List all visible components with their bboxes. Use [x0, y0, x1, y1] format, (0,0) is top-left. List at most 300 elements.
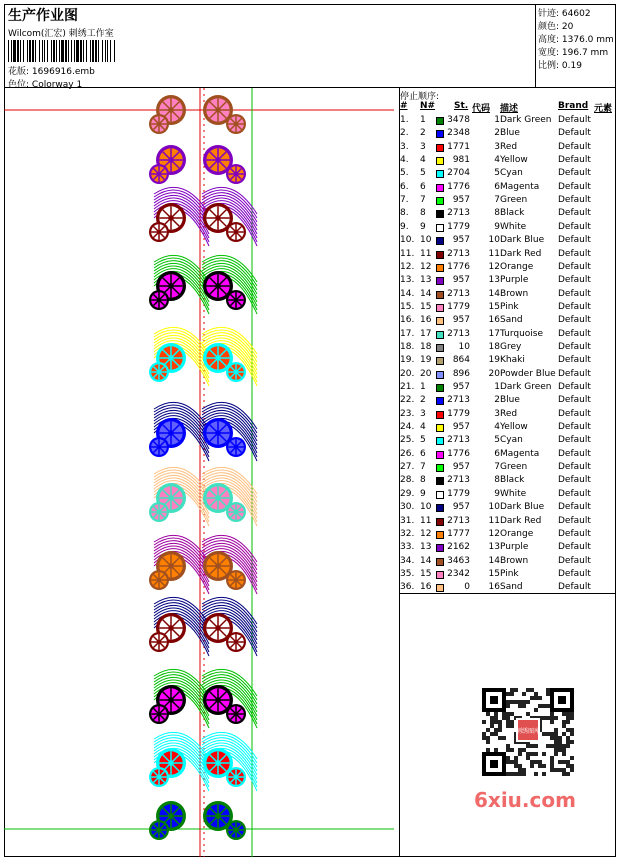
thread-brand: Default	[558, 115, 591, 125]
color-swatch	[436, 544, 444, 552]
sequence-index: 25.	[400, 435, 415, 446]
color-description: Dark Red	[500, 248, 542, 259]
sequence-row	[400, 329, 616, 342]
needle-number: 1	[420, 382, 426, 392]
needle-number: 6	[420, 181, 426, 192]
sequence-index: 32.	[400, 528, 415, 539]
sequence-row	[400, 475, 616, 488]
color-swatch	[436, 384, 444, 392]
stitch-count: 2713	[447, 328, 470, 339]
sequence-index: 35.	[400, 568, 415, 579]
needle-number: 3	[420, 408, 426, 419]
color-code: 10	[488, 502, 500, 513]
stitch-count: 1779	[447, 221, 470, 232]
needle-number: 4	[420, 422, 426, 433]
stitch-count: 2713	[447, 475, 470, 486]
sequence-row	[400, 542, 616, 555]
needle-number: 16	[420, 582, 432, 593]
sequence-row	[400, 289, 616, 302]
thread-brand: Default	[558, 422, 591, 433]
color-description: Blue	[500, 395, 520, 406]
thread-brand: Default	[558, 355, 591, 366]
color-swatch	[436, 251, 444, 259]
color-swatch	[436, 584, 444, 592]
needle-number: 12	[420, 528, 432, 539]
color-description: Red	[500, 141, 518, 152]
sequence-row	[400, 235, 616, 248]
color-description: Brown	[500, 555, 529, 566]
needle-number: 13	[420, 275, 432, 286]
thread-brand: Default	[558, 435, 591, 446]
sequence-row	[400, 502, 616, 515]
sequence-row	[400, 556, 616, 569]
colorway-label: 色位:	[8, 80, 30, 90]
needle-number: 4	[420, 155, 426, 166]
color-description: Blue	[500, 128, 520, 139]
color-description: Dark Red	[500, 515, 542, 526]
color-description: White	[500, 221, 527, 232]
color-swatch	[436, 397, 444, 405]
color-code: 15	[488, 568, 500, 579]
stitch-count: 2713	[447, 248, 470, 259]
color-code: 14	[488, 555, 500, 566]
color-code: 14	[488, 288, 500, 299]
needle-number: 11	[420, 248, 432, 259]
stitch-count: 957	[452, 315, 470, 326]
needle-number: 17	[420, 328, 432, 339]
sequence-index: 14.	[400, 288, 415, 299]
stitch-count: 1779	[447, 408, 470, 419]
color-code: 15	[488, 301, 500, 312]
company-name: Wilcom(汇宏) 刺绣工作室	[8, 29, 114, 39]
color-swatch	[436, 224, 444, 232]
col-element: 元素	[594, 104, 613, 114]
color-description: Red	[500, 408, 518, 419]
thread-brand: Default	[558, 408, 591, 419]
stitch-count: 2713	[447, 515, 470, 526]
needle-number: 20	[420, 368, 432, 379]
color-description: Orange	[500, 261, 534, 272]
thread-brand: Default	[558, 395, 591, 406]
sequence-row	[400, 315, 616, 328]
sequence-index: 31.	[400, 515, 415, 526]
needle-number: 3	[420, 141, 426, 152]
sequence-row	[400, 142, 616, 155]
needle-number: 14	[420, 555, 432, 566]
color-swatch	[436, 157, 444, 165]
color-swatch	[436, 304, 444, 312]
needle-number: 5	[420, 435, 426, 446]
color-code: 2	[494, 395, 500, 406]
thread-brand: Default	[558, 288, 591, 299]
color-code: 12	[488, 261, 500, 272]
color-description: Brown	[500, 288, 529, 299]
color-code: 7	[494, 195, 500, 206]
color-code: 4	[494, 155, 500, 166]
sequence-row	[400, 409, 616, 422]
color-swatch	[436, 117, 444, 125]
sequence-index: 27.	[400, 462, 415, 473]
col-desc: 描述	[500, 104, 519, 114]
stitch-count: 957	[452, 235, 470, 246]
color-code: 12	[488, 528, 500, 539]
needle-number: 5	[420, 168, 426, 179]
color-code: 5	[494, 435, 500, 446]
stitch-count: 1776	[447, 261, 470, 272]
color-swatch	[436, 237, 444, 245]
color-swatch	[436, 464, 444, 472]
thread-brand: Default	[558, 315, 591, 326]
colorway-value: Colorway 1	[31, 80, 83, 90]
sequence-row	[400, 449, 616, 462]
sequence-row	[400, 222, 616, 235]
stitch-count: 2162	[447, 542, 470, 553]
thread-brand: Default	[558, 462, 591, 473]
pattern-line	[8, 64, 95, 77]
thread-brand: Default	[558, 301, 591, 312]
sequence-row	[400, 115, 616, 128]
sequence-row	[400, 569, 616, 582]
sequence-index: 28.	[400, 475, 415, 486]
sequence-row	[400, 182, 616, 195]
sequence-index: 11.	[400, 248, 415, 259]
stitch-count: 957	[452, 422, 470, 433]
thread-brand: Default	[558, 128, 591, 139]
stitch-count: 1779	[447, 488, 470, 499]
color-code: 1	[494, 115, 500, 125]
sequence-index: 18.	[400, 341, 415, 352]
stat-height	[538, 32, 614, 45]
col-n: N#	[420, 101, 436, 111]
stitch-count: 896	[452, 368, 470, 379]
sequence-row	[400, 128, 616, 141]
color-code: 11	[488, 248, 500, 259]
sequence-index: 8.	[400, 208, 409, 219]
color-code: 13	[488, 542, 500, 553]
color-description: Black	[500, 475, 525, 486]
sequence-index: 4.	[400, 155, 409, 166]
stitch-count: 2348	[447, 128, 470, 139]
color-description: Pink	[500, 568, 519, 579]
needle-number: 18	[420, 341, 432, 352]
color-swatch	[436, 197, 444, 205]
pattern-label: 花版:	[8, 67, 30, 77]
color-code: 2	[494, 128, 500, 139]
color-swatch	[436, 477, 444, 485]
color-description: Dark Blue	[500, 235, 545, 246]
needle-number: 9	[420, 488, 426, 499]
sequence-index: 1.	[400, 115, 409, 125]
color-code: 18	[488, 341, 500, 352]
color-code: 6	[494, 448, 500, 459]
color-description: Sand	[500, 582, 523, 593]
stitch-count: 1777	[447, 528, 470, 539]
stitch-count: 3463	[447, 555, 470, 566]
stitch-count: 1776	[447, 181, 470, 192]
color-code: 8	[494, 208, 500, 219]
col-num: #	[400, 101, 408, 111]
color-code: 5	[494, 168, 500, 179]
thread-brand: Default	[558, 195, 591, 206]
thread-brand: Default	[558, 221, 591, 232]
stat-value: 64602	[561, 9, 591, 19]
header-info	[4, 4, 536, 88]
stitch-count: 2713	[447, 435, 470, 446]
sequence-index: 7.	[400, 195, 409, 206]
sequence-row	[400, 155, 616, 168]
stat-stitches	[538, 6, 591, 19]
sequence-index: 19.	[400, 355, 415, 366]
stat-width	[538, 45, 608, 58]
color-description: Sand	[500, 315, 523, 326]
stat-value: 196.7 mm	[561, 48, 609, 58]
col-brand: Brand	[558, 101, 589, 111]
sequence-row	[400, 382, 616, 395]
thread-brand: Default	[558, 261, 591, 272]
embroidery-artwork	[4, 88, 400, 857]
color-swatch	[436, 491, 444, 499]
stitch-count: 2713	[447, 395, 470, 406]
color-description: Purple	[500, 275, 529, 286]
sequence-row	[400, 369, 616, 382]
thread-brand: Default	[558, 502, 591, 513]
thread-brand: Default	[558, 448, 591, 459]
needle-number: 8	[420, 475, 426, 486]
needle-number: 10	[420, 502, 432, 513]
thread-brand: Default	[558, 155, 591, 166]
thread-brand: Default	[558, 328, 591, 339]
needle-number: 10	[420, 235, 432, 246]
color-swatch	[436, 451, 444, 459]
color-description: Cyan	[500, 435, 523, 446]
sequence-row	[400, 195, 616, 208]
color-code: 3	[494, 408, 500, 419]
sequence-index: 12.	[400, 261, 415, 272]
sequence-row	[400, 462, 616, 475]
color-description: Cyan	[500, 168, 523, 179]
sequence-index: 13.	[400, 275, 415, 286]
thread-brand: Default	[558, 542, 591, 553]
needle-number: 6	[420, 448, 426, 459]
sequence-index: 5.	[400, 168, 409, 179]
stat-colors	[538, 19, 573, 32]
sequence-row	[400, 342, 616, 355]
color-swatch	[436, 170, 444, 178]
sequence-row	[400, 262, 616, 275]
thread-brand: Default	[558, 208, 591, 219]
sequence-row	[400, 395, 616, 408]
needle-number: 1	[420, 115, 426, 125]
sequence-index: 10.	[400, 235, 415, 246]
sequence-row	[400, 168, 616, 181]
watermark: 6xiu.com	[474, 788, 576, 812]
sequence-row	[400, 489, 616, 502]
color-swatch	[436, 411, 444, 419]
color-swatch	[436, 291, 444, 299]
sequence-index: 29.	[400, 488, 415, 499]
sequence-index: 15.	[400, 301, 415, 312]
thread-brand: Default	[558, 181, 591, 192]
color-code: 10	[488, 235, 500, 246]
color-code: 17	[488, 328, 500, 339]
color-description: Grey	[500, 341, 522, 352]
stat-label: 宽度:	[538, 48, 560, 58]
stat-label: 比例:	[538, 61, 560, 71]
stat-value: 0.19	[561, 61, 582, 71]
color-code: 16	[488, 315, 500, 326]
stitch-count: 957	[452, 275, 470, 286]
needle-number: 19	[420, 355, 432, 366]
stat-value: 1376.0 mm	[561, 35, 614, 45]
color-description: Yellow	[500, 155, 528, 166]
sequence-row	[400, 249, 616, 262]
embroidery-preview	[4, 88, 400, 857]
needle-number: 2	[420, 128, 426, 139]
needle-number: 2	[420, 395, 426, 406]
stitch-count: 2342	[447, 568, 470, 579]
color-swatch	[436, 277, 444, 285]
stitch-count: 1771	[447, 141, 470, 152]
stitch-count: 981	[452, 155, 470, 166]
page-title: 生产作业图	[8, 8, 78, 24]
stat-scale	[538, 58, 582, 71]
thread-brand: Default	[558, 141, 591, 152]
thread-brand: Default	[558, 235, 591, 246]
thread-brand: Default	[558, 168, 591, 179]
sequence-index: 24.	[400, 422, 415, 433]
needle-number: 13	[420, 542, 432, 553]
needle-number: 8	[420, 208, 426, 219]
sequence-row	[400, 529, 616, 542]
color-code: 9	[494, 221, 500, 232]
color-swatch	[436, 424, 444, 432]
color-description: Dark Green	[500, 115, 552, 125]
sequence-row	[400, 435, 616, 448]
sequence-row	[400, 208, 616, 221]
sequence-index: 16.	[400, 315, 415, 326]
thread-brand: Default	[558, 568, 591, 579]
needle-number: 7	[420, 195, 426, 206]
thread-brand: Default	[558, 528, 591, 539]
stitch-count: 957	[452, 195, 470, 206]
sequence-index: 34.	[400, 555, 415, 566]
color-description: Magenta	[500, 448, 540, 459]
stat-label: 颜色:	[538, 22, 560, 32]
qr-badge-text: 刺绣图库	[515, 728, 541, 735]
sequence-index: 20.	[400, 368, 415, 379]
sequence-index: 3.	[400, 141, 409, 152]
sequence-index: 33.	[400, 542, 415, 553]
color-swatch	[436, 357, 444, 365]
color-swatch	[436, 518, 444, 526]
color-swatch	[436, 344, 444, 352]
pattern-value: 1696916.emb	[31, 67, 95, 77]
color-description: Khaki	[500, 355, 525, 366]
color-code: 6	[494, 181, 500, 192]
color-description: Turquoise	[500, 328, 544, 339]
color-swatch	[436, 331, 444, 339]
color-description: Green	[500, 462, 528, 473]
stitch-count: 1776	[447, 448, 470, 459]
col-st: St.	[454, 101, 469, 111]
needle-number: 12	[420, 261, 432, 272]
stat-value: 20	[561, 22, 574, 32]
color-description: Yellow	[500, 422, 528, 433]
stitch-count: 1779	[447, 301, 470, 312]
sequence-index: 6.	[400, 181, 409, 192]
stitch-count: 10	[458, 341, 470, 352]
thread-brand: Default	[558, 341, 591, 352]
stat-label: 针迹:	[538, 9, 560, 19]
color-swatch	[436, 504, 444, 512]
color-swatch	[436, 437, 444, 445]
stitch-count: 957	[452, 502, 470, 513]
thread-brand: Default	[558, 555, 591, 566]
thread-brand: Default	[558, 248, 591, 259]
stitch-count: 957	[452, 462, 470, 473]
color-swatch	[436, 317, 444, 325]
stitch-count: 0	[464, 582, 470, 593]
thread-brand: Default	[558, 275, 591, 286]
color-description: Dark Blue	[500, 502, 545, 513]
stitch-count: 864	[452, 355, 470, 366]
color-description: White	[500, 488, 527, 499]
color-code: 19	[488, 355, 500, 366]
color-description: Pink	[500, 301, 519, 312]
color-code: 1	[494, 382, 500, 392]
needle-number: 11	[420, 515, 432, 526]
color-code: 8	[494, 475, 500, 486]
stitch-count: 2713	[447, 288, 470, 299]
sequence-index: 2.	[400, 128, 409, 139]
sequence-index: 30.	[400, 502, 415, 513]
color-description: Black	[500, 208, 525, 219]
stitch-count: 957	[452, 382, 470, 392]
color-code: 4	[494, 422, 500, 433]
color-code: 16	[488, 582, 500, 593]
needle-number: 16	[420, 315, 432, 326]
color-swatch	[436, 531, 444, 539]
color-description: Orange	[500, 528, 534, 539]
barcode	[8, 40, 118, 62]
thread-brand: Default	[558, 515, 591, 526]
color-swatch	[436, 184, 444, 192]
sequence-row	[400, 302, 616, 315]
needle-number: 15	[420, 301, 432, 312]
stitch-count: 3478	[447, 115, 470, 125]
stitch-count: 2704	[447, 168, 470, 179]
thread-brand: Default	[558, 582, 591, 593]
sequence-row	[400, 516, 616, 529]
color-description: Purple	[500, 542, 529, 553]
sequence-index: 23.	[400, 408, 415, 419]
color-swatch	[436, 371, 444, 379]
color-swatch	[436, 144, 444, 152]
thread-brand: Default	[558, 475, 591, 486]
color-code: 13	[488, 275, 500, 286]
color-swatch	[436, 210, 444, 218]
color-description: Dark Green	[500, 382, 552, 392]
sequence-row	[400, 422, 616, 435]
color-code: 20	[488, 368, 500, 379]
col-code: 代码	[472, 104, 491, 114]
color-description: Magenta	[500, 181, 540, 192]
thread-brand: Default	[558, 382, 591, 392]
qr-code	[470, 680, 586, 784]
color-code: 7	[494, 462, 500, 473]
color-description: Green	[500, 195, 528, 206]
sequence-index: 17.	[400, 328, 415, 339]
